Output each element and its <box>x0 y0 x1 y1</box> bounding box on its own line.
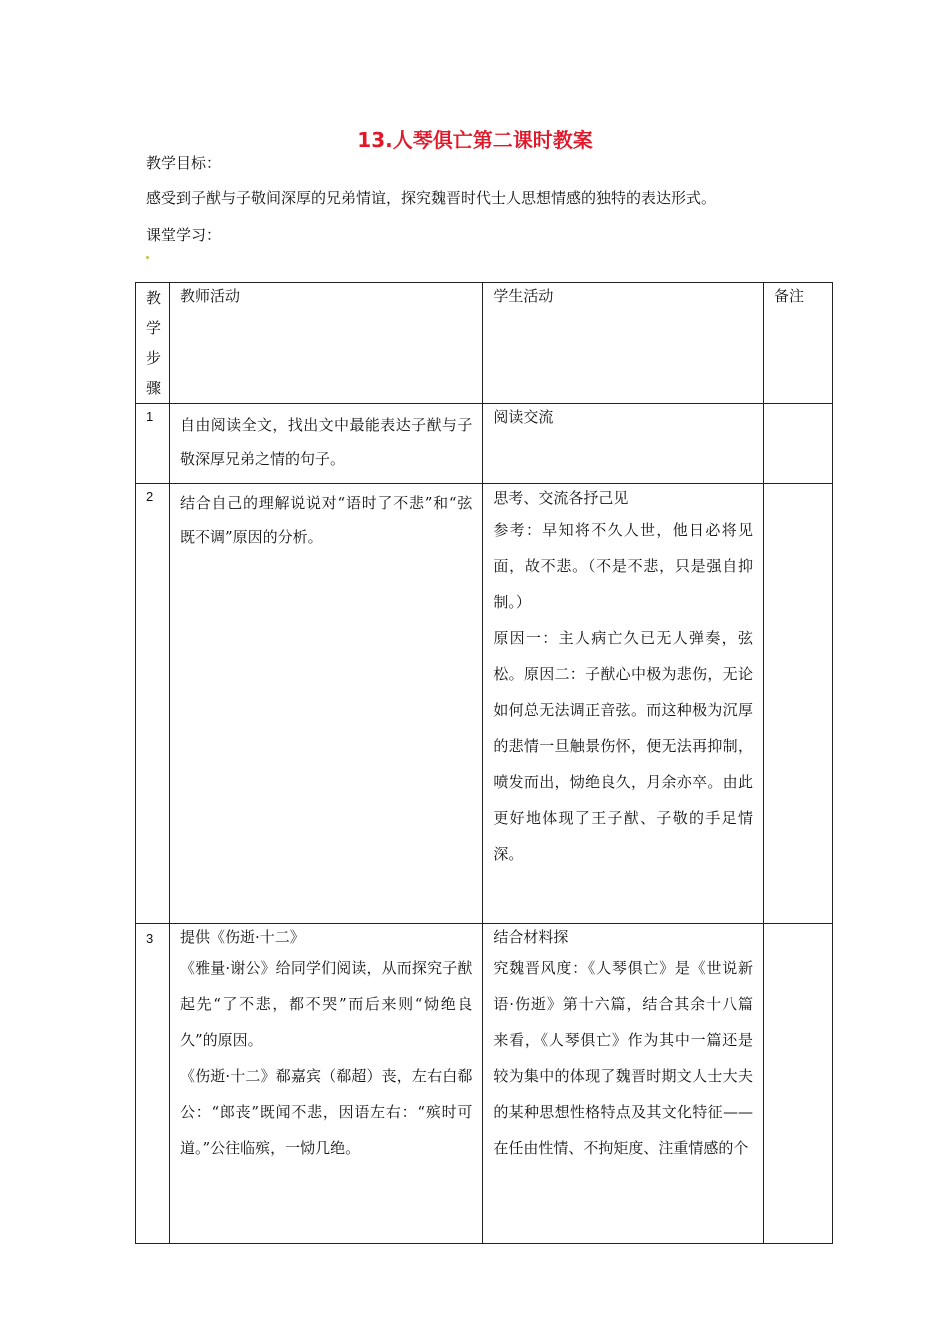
student-line: 思考、交流各抒己见 <box>493 489 629 507</box>
lesson-plan-table <box>135 282 833 1244</box>
objective-label: 教学目标： <box>146 154 222 172</box>
teacher-line: 提供《伤逝·十二》 <box>179 928 305 946</box>
row-student: 阅读交流 <box>483 404 764 484</box>
student-line: 究魏晋风度：《人琴俱亡》是《世说新语·伤逝》第十六篇，结合其余十八篇来看，《人琴俱亡》作为其中一篇还是较为集中的体现了魏晋时期文人士大夫的某种思想性格特点及其文化特征——在任由性情、不拘矩度、注重情感的个 <box>493 959 753 1157</box>
objective-text: 感受到子猷与子敬间深厚的兄弟情谊，探究魏晋时代士人思想情感的独特的表达形式。 <box>146 189 717 207</box>
teacher-line: 《伤逝·十二》郗嘉宾（郗超）丧，左右白郗公：“郎丧”既闻不悲，因语左右：“殡时可道。”公往临殡，一恸几绝。 <box>179 1067 473 1157</box>
student-line: 结合材料探 <box>493 928 569 946</box>
document-title: 13.人琴俱亡第二课时教案 <box>357 128 593 152</box>
student-line: 参考：早知将不久人世，他日必将见面，故不悲。（不是不悲，只是强自抑制。） <box>493 521 753 611</box>
row-step: 1 <box>136 404 170 484</box>
row-note <box>763 484 832 924</box>
header-step: 教学步骤 <box>136 283 170 404</box>
table-row <box>136 484 833 924</box>
row-student <box>483 484 764 924</box>
row-teacher <box>169 924 482 1244</box>
header-note: 备注 <box>763 283 832 404</box>
row-step: 2 <box>136 484 170 924</box>
row-teacher: 自由阅读全文，找出文中最能表达子猷与子敬深厚兄弟之情的句子。 <box>169 404 482 484</box>
table-row <box>136 404 833 484</box>
table-row <box>136 924 833 1244</box>
row-step: 3 <box>136 924 170 1244</box>
class-label: 课堂学习： <box>146 226 222 244</box>
row-student <box>483 924 764 1244</box>
row-note <box>763 924 832 1244</box>
table-header-row <box>136 283 833 404</box>
student-line: 原因一：主人病亡久已无人弹奏，弦松。原因二：子猷心中极为悲伤，无论如何总无法调正音弦。而这种极为沉厚的悲情一旦触景伤怀，便无法再抑制，喷发而出，恸绝良久，月余亦卒。由此更好地体现了王子猷、子敬的手足情深。 <box>493 629 753 863</box>
header-student: 学生活动 <box>483 283 764 404</box>
row-note <box>763 404 832 484</box>
teacher-line: 《雅量·谢公》给同学们阅读，从而探究子猷起先“了不悲，都不哭”而后来则“恸绝良久”的原因。 <box>179 959 473 1049</box>
header-teacher: 教师活动 <box>169 283 482 404</box>
stray-mark <box>146 256 149 259</box>
row-teacher: 结合自己的理解说说对“语时了不悲”和“弦既不调”原因的分析。 <box>169 484 482 924</box>
